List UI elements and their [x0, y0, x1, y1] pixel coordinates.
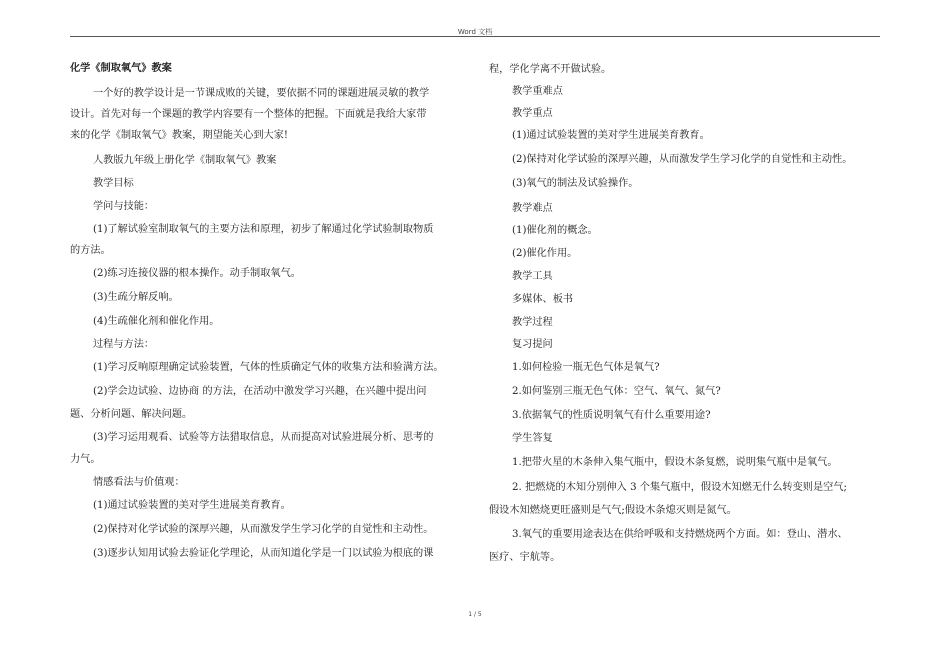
list-item: 题、分析问题、解决问题。 — [70, 409, 193, 420]
subsection-heading: 复习提问 — [512, 339, 553, 350]
subsection-heading: 情感看法与价值观： — [93, 477, 185, 488]
list-item: 力气。 — [70, 454, 101, 465]
list-item: (3)氧气的制法及试验操作。 — [512, 178, 639, 189]
list-item: (1)催化剂的概念。 — [512, 225, 598, 236]
list-item: (1)学习反响原理确定试验装置，气体的性质确定气体的收集方法和验满方法。 — [93, 362, 444, 373]
section-heading: 教学过程 — [512, 317, 553, 328]
list-item: (1)了解试验室制取氧气的主要方法和原理，初步了解通过化学试验制取物质 — [93, 224, 434, 235]
list-item: 假设木知燃烧更旺盛则是气气;假设木条熄灭则是氮气。 — [489, 505, 737, 516]
subsection-heading: 过程与方法： — [93, 339, 155, 350]
list-item: (3)逐步认知用试验去验证化学理论，从而知道化学是一门以试验为根底的课 — [93, 548, 434, 559]
header-rule — [70, 36, 880, 37]
list-item: 1.如何检验一瓶无色气体是氧气? — [512, 362, 660, 373]
subsection-heading: 教学重点 — [512, 108, 553, 119]
paragraph-line: 程，学化学离不开做试验。 — [489, 64, 612, 75]
list-item: 2. 把燃烧的木知分别伸入 3 个集气瓶中，假设木知燃无什么转变则是空气; — [512, 482, 847, 493]
list-item: (2)练习连接仪器的根本操作。动手制取氧气。 — [93, 268, 301, 279]
section-heading: 教学重难点 — [512, 86, 563, 97]
list-item: (4)生疏催化剂和催化作用。 — [93, 316, 220, 327]
document-title: 化学《制取氧气》教案 — [70, 63, 172, 74]
subsection-heading: 学问与技能： — [93, 201, 155, 212]
list-item: (1)通过试验装置的美对学生进展美育教育。 — [512, 130, 710, 141]
list-item: (2)保持对化学试验的深厚兴趣，从而激发学生学习化学的自觉性和主动性。 — [93, 524, 434, 535]
list-item: (3)学习运用观看、试验等方法猎取信息，从而提高对试验进展分析、思考的 — [93, 432, 434, 443]
list-item: 医疗、宇航等。 — [489, 552, 561, 563]
list-item: (2)学会边试验、边协商 的方法，在活动中激发学习兴趣，在兴趣中提出问 — [93, 386, 427, 397]
paragraph-line: 来的化学《制取氧气》教案，期望能关心到大家! — [70, 130, 289, 141]
list-item: (1)通过试验装置的美对学生进展美育教育。 — [93, 500, 291, 511]
list-item: 2.如何鉴别三瓶无色气体：空气、氧气、氮气? — [512, 386, 721, 397]
paragraph-line: 多媒体、板书 — [512, 294, 574, 305]
list-item: (3)生疏分解反响。 — [93, 292, 179, 303]
paragraph-line: 一个好的教学设计是一节课成败的关键，要依据不同的课题进展灵敏的教学 — [93, 88, 430, 99]
list-item: 3.氧气的重要用途表达在供给呼吸和支持燃烧两个方面。如：登山、潜水、 — [512, 529, 848, 540]
page-number: 1 / 5 — [468, 611, 482, 618]
list-item: 的方法。 — [70, 245, 111, 256]
subsection-heading: 学生答复 — [512, 433, 553, 444]
section-heading: 教学工具 — [512, 271, 553, 282]
list-item: 3.依据氧气的性质说明氧气有什么重要用途? — [512, 410, 711, 421]
paragraph-line: 人教版九年级上册化学《制取氧气》教案 — [93, 155, 277, 166]
paragraph-line: 设计。首先对每一个课题的教学内容要有一个整体的把握。下面就是我给大家带 — [70, 109, 427, 120]
page-header: Word 文档 — [457, 28, 493, 36]
section-heading: 教学目标 — [93, 178, 134, 189]
list-item: 1.把带火星的木条伸入集气瓶中，假设木条复燃，说明集气瓶中是氧气。 — [512, 457, 838, 468]
subsection-heading: 教学难点 — [512, 203, 553, 214]
list-item: (2)保持对化学试验的深厚兴趣，从而激发学生学习化学的自觉性和主动性。 — [512, 154, 853, 165]
list-item: (2)催化作用。 — [512, 248, 578, 259]
